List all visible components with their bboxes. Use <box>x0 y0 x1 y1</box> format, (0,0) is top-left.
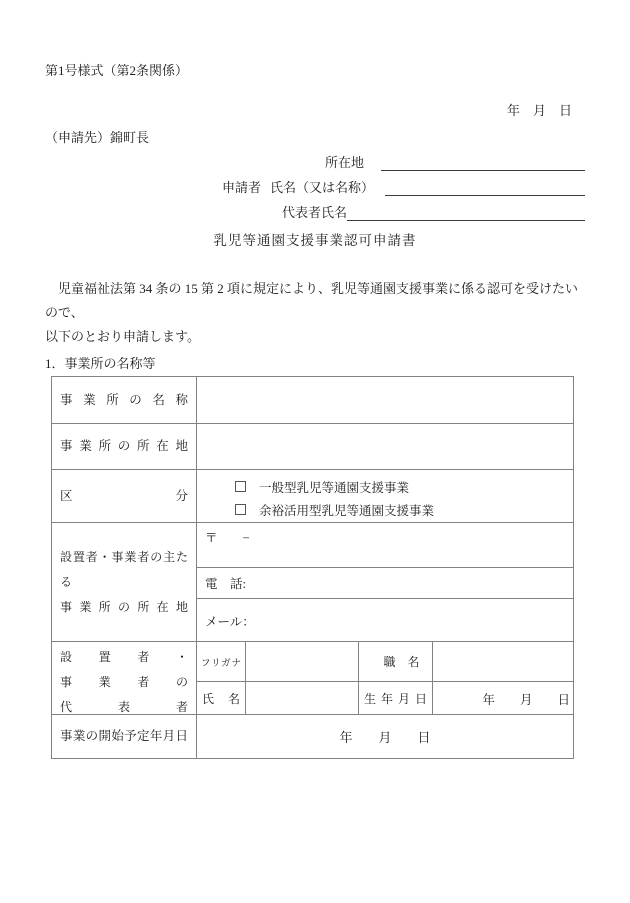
category-option-surplus <box>235 498 573 521</box>
office-address-label: 事業所の所在地 <box>60 439 188 453</box>
applicant-label: 申請者 <box>222 180 262 195</box>
category-label: 区分 <box>60 488 188 503</box>
email-field: メール： <box>197 598 573 642</box>
category-option-general-label: 一般型乳児等通園支援事業 <box>259 480 410 495</box>
body-line-1: 児童福祉法第 34 条の 15 第 2 項に規定により、乳児等通園支援事業に係る認可を受けたいので、 <box>45 281 579 320</box>
representative-label-line3: 代表者 <box>60 700 188 714</box>
phone-field: 電 話: <box>197 567 573 598</box>
office-name-label: 事業所の名称 <box>60 392 188 407</box>
rep-name-value-cell <box>246 681 359 715</box>
name-underline <box>385 178 585 196</box>
checkbox-icon <box>235 504 246 515</box>
rep-name-label: 氏 名 <box>202 692 240 706</box>
furigana-label: フリガナ <box>201 658 241 669</box>
address-label: 所在地 <box>324 155 364 170</box>
main-office-label-line2: 事業所の所在地 <box>60 600 188 614</box>
job-title-label-cell <box>359 642 433 681</box>
row-main-office <box>52 522 573 641</box>
representative-underline <box>347 203 585 221</box>
body-line-2: 以下のとおり申請します。 <box>45 329 200 344</box>
addressee: （申請先）錦町長 <box>45 130 150 145</box>
name-label: 氏名（又は名称） <box>270 180 375 195</box>
rep-name-label-cell <box>197 681 246 715</box>
birthdate-value-cell: 年 月 日 <box>433 681 573 715</box>
job-title-label: 職 名 <box>383 655 420 669</box>
form-number: 第1号様式（第2条関係） <box>45 63 189 78</box>
checkbox-icon <box>235 481 246 492</box>
main-office-label-line1: 設置者・事業者の主たる <box>60 550 188 589</box>
start-date-value-cell: 年 月 日 <box>339 730 431 745</box>
row-office-address <box>52 423 573 469</box>
postal-code-field: 〒 − <box>205 531 250 545</box>
office-name-label-cell <box>52 377 197 423</box>
job-title-value-cell <box>433 642 573 681</box>
address-underline <box>381 153 585 171</box>
office-address-value-cell <box>197 424 573 469</box>
row-office-name <box>52 377 573 423</box>
category-option-surplus-label: 余裕活用型乳児等通園支援事業 <box>259 503 435 518</box>
representative-label: 代表者氏名 <box>281 205 347 220</box>
representative-label-line2: 事業者の <box>60 675 188 689</box>
applicant-block <box>45 151 585 227</box>
row-category <box>52 469 573 522</box>
main-office-label-cell <box>52 523 197 642</box>
application-table <box>51 376 574 759</box>
office-name-value-cell <box>197 377 573 423</box>
representative-label-line1: 設置者・ <box>60 650 188 664</box>
category-label-cell <box>52 470 197 522</box>
row-representative <box>52 641 573 714</box>
birthdate-label-cell <box>359 681 433 715</box>
start-date-label: 事業の開始予定年月日 <box>60 729 188 743</box>
category-option-general <box>235 475 573 498</box>
date-line: 年 月 日 <box>506 103 572 118</box>
office-address-label-cell <box>52 424 197 469</box>
row-start-date <box>52 714 573 758</box>
furigana-label-cell <box>197 642 246 681</box>
category-options <box>197 470 573 522</box>
body-paragraph <box>45 277 585 349</box>
document-title: 乳児等通園支援事業認可申請書 <box>213 233 417 248</box>
start-date-label-cell <box>52 715 197 758</box>
birthdate-label: 生年月日 <box>364 692 427 706</box>
representative-label-cell <box>52 642 197 715</box>
section-heading: 1．事業所の名称等 <box>45 356 156 371</box>
furigana-value-cell <box>246 642 359 681</box>
